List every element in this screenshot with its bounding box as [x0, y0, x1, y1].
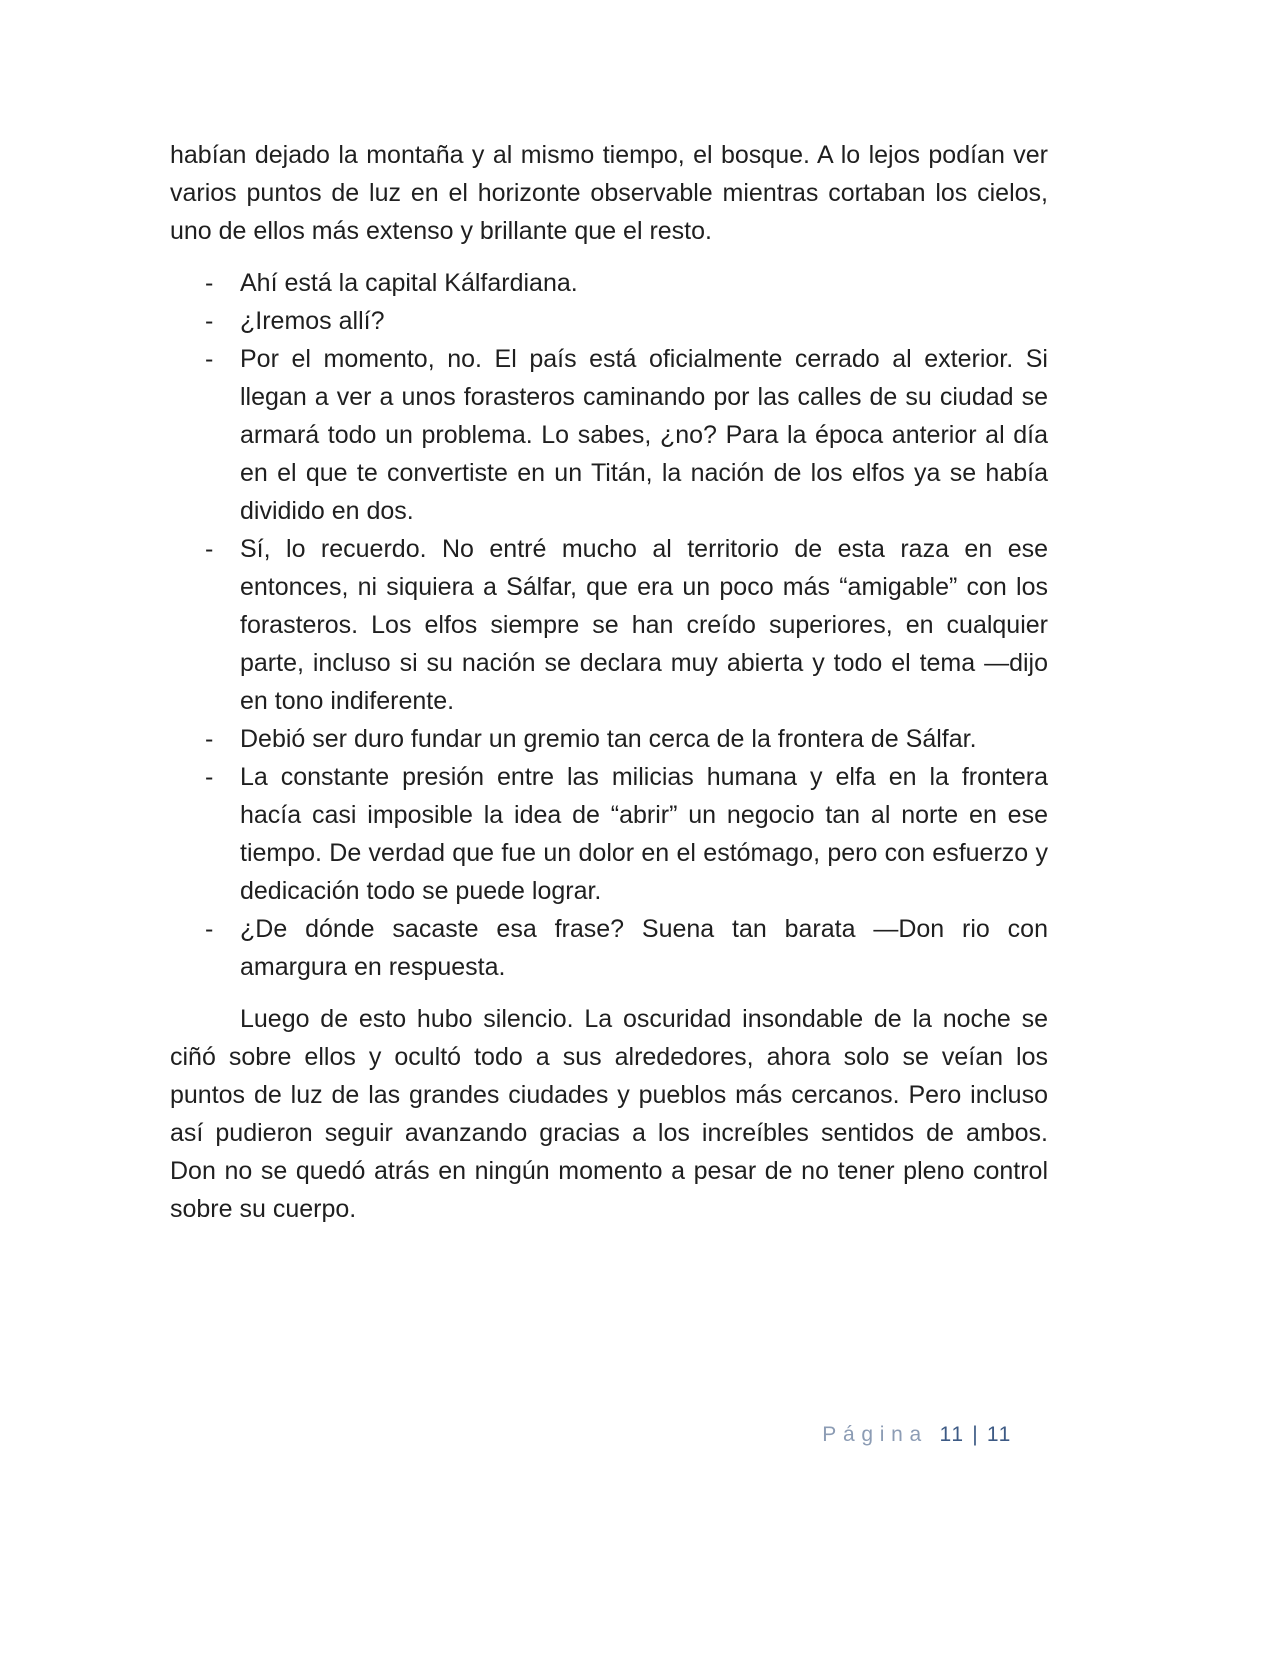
- dialogue-item: [170, 340, 1048, 530]
- dialogue-item: [170, 302, 1048, 340]
- dialogue-text: Por el momento, no. El país está oficialmente cerrado al exterior. Si llegan a ver a unos forasteros caminando por las calles de su ciudad se armará todo un problema. Lo sabes, ¿no? Para la época anterior al día en el que te convertiste en un Titán, la nación de los elfos ya se había dividido en dos.: [240, 345, 1048, 525]
- dialogue-dash-marker: -: [205, 345, 214, 373]
- footer-page-number: 11 | 11: [939, 1423, 1012, 1446]
- dialogue-list: [170, 264, 1048, 986]
- dialogue-text: Debió ser duro fundar un gremio tan cerca de la frontera de Sálfar.: [240, 725, 977, 753]
- dialogue-item: [170, 758, 1048, 910]
- dialogue-dash-marker: -: [205, 915, 214, 943]
- dialogue-text: ¿De dónde sacaste esa frase? Suena tan barata —Don rio con amargura en respuesta.: [240, 915, 1048, 981]
- footer-page-label: Página: [822, 1423, 928, 1446]
- dialogue-dash-marker: -: [205, 535, 214, 563]
- dialogue-dash-marker: -: [205, 269, 214, 297]
- dialogue-text: La constante presión entre las milicias humana y elfa en la frontera hacía casi imposible la idea de “abrir” un negocio tan al norte en ese tiempo. De verdad que fue un dolor en el estómago, pero con esfuerzo y dedicación todo se puede lograr.: [240, 763, 1048, 905]
- dialogue-dash-marker: -: [205, 307, 214, 335]
- dialogue-text: Ahí está la capital Kálfardiana.: [240, 269, 578, 297]
- page-footer: [170, 1422, 1012, 1448]
- dialogue-item: [170, 264, 1048, 302]
- dialogue-text: Sí, lo recuerdo. No entré mucho al territorio de esta raza en ese entonces, ni siquiera a Sálfar, que era un poco más “amigable” con los forasteros. Los elfos siempre se han creído superiores, en cualquier parte, incluso si su nación se declara muy abierta y todo el tema —dijo en tono indiferente.: [240, 535, 1048, 715]
- dialogue-dash-marker: -: [205, 763, 214, 791]
- body-paragraph: Luego de esto hubo silencio. La oscuridad insondable de la noche se ciñó sobre ellos y ocultó todo a sus alrededores, ahora solo se veían los puntos de luz de las grandes ciudades y pueblos más cercanos. Pero incluso así pudieron seguir avanzando gracias a los increíbles sentidos de ambos. Don no se quedó atrás en ningún momento a pesar de no tener pleno control sobre su cuerpo.: [170, 1005, 1048, 1223]
- page-body: [170, 136, 1048, 1242]
- dialogue-text: ¿Iremos allí?: [240, 307, 385, 335]
- body-paragraph: habían dejado la montaña y al mismo tiempo, el bosque. A lo lejos podían ver varios puntos de luz en el horizonte observable mientras cortaban los cielos, uno de ellos más extenso y brillante que el resto.: [170, 141, 1048, 245]
- dialogue-item: [170, 530, 1048, 720]
- dialogue-dash-marker: -: [205, 725, 214, 753]
- dialogue-item: [170, 720, 1048, 758]
- dialogue-item: [170, 910, 1048, 986]
